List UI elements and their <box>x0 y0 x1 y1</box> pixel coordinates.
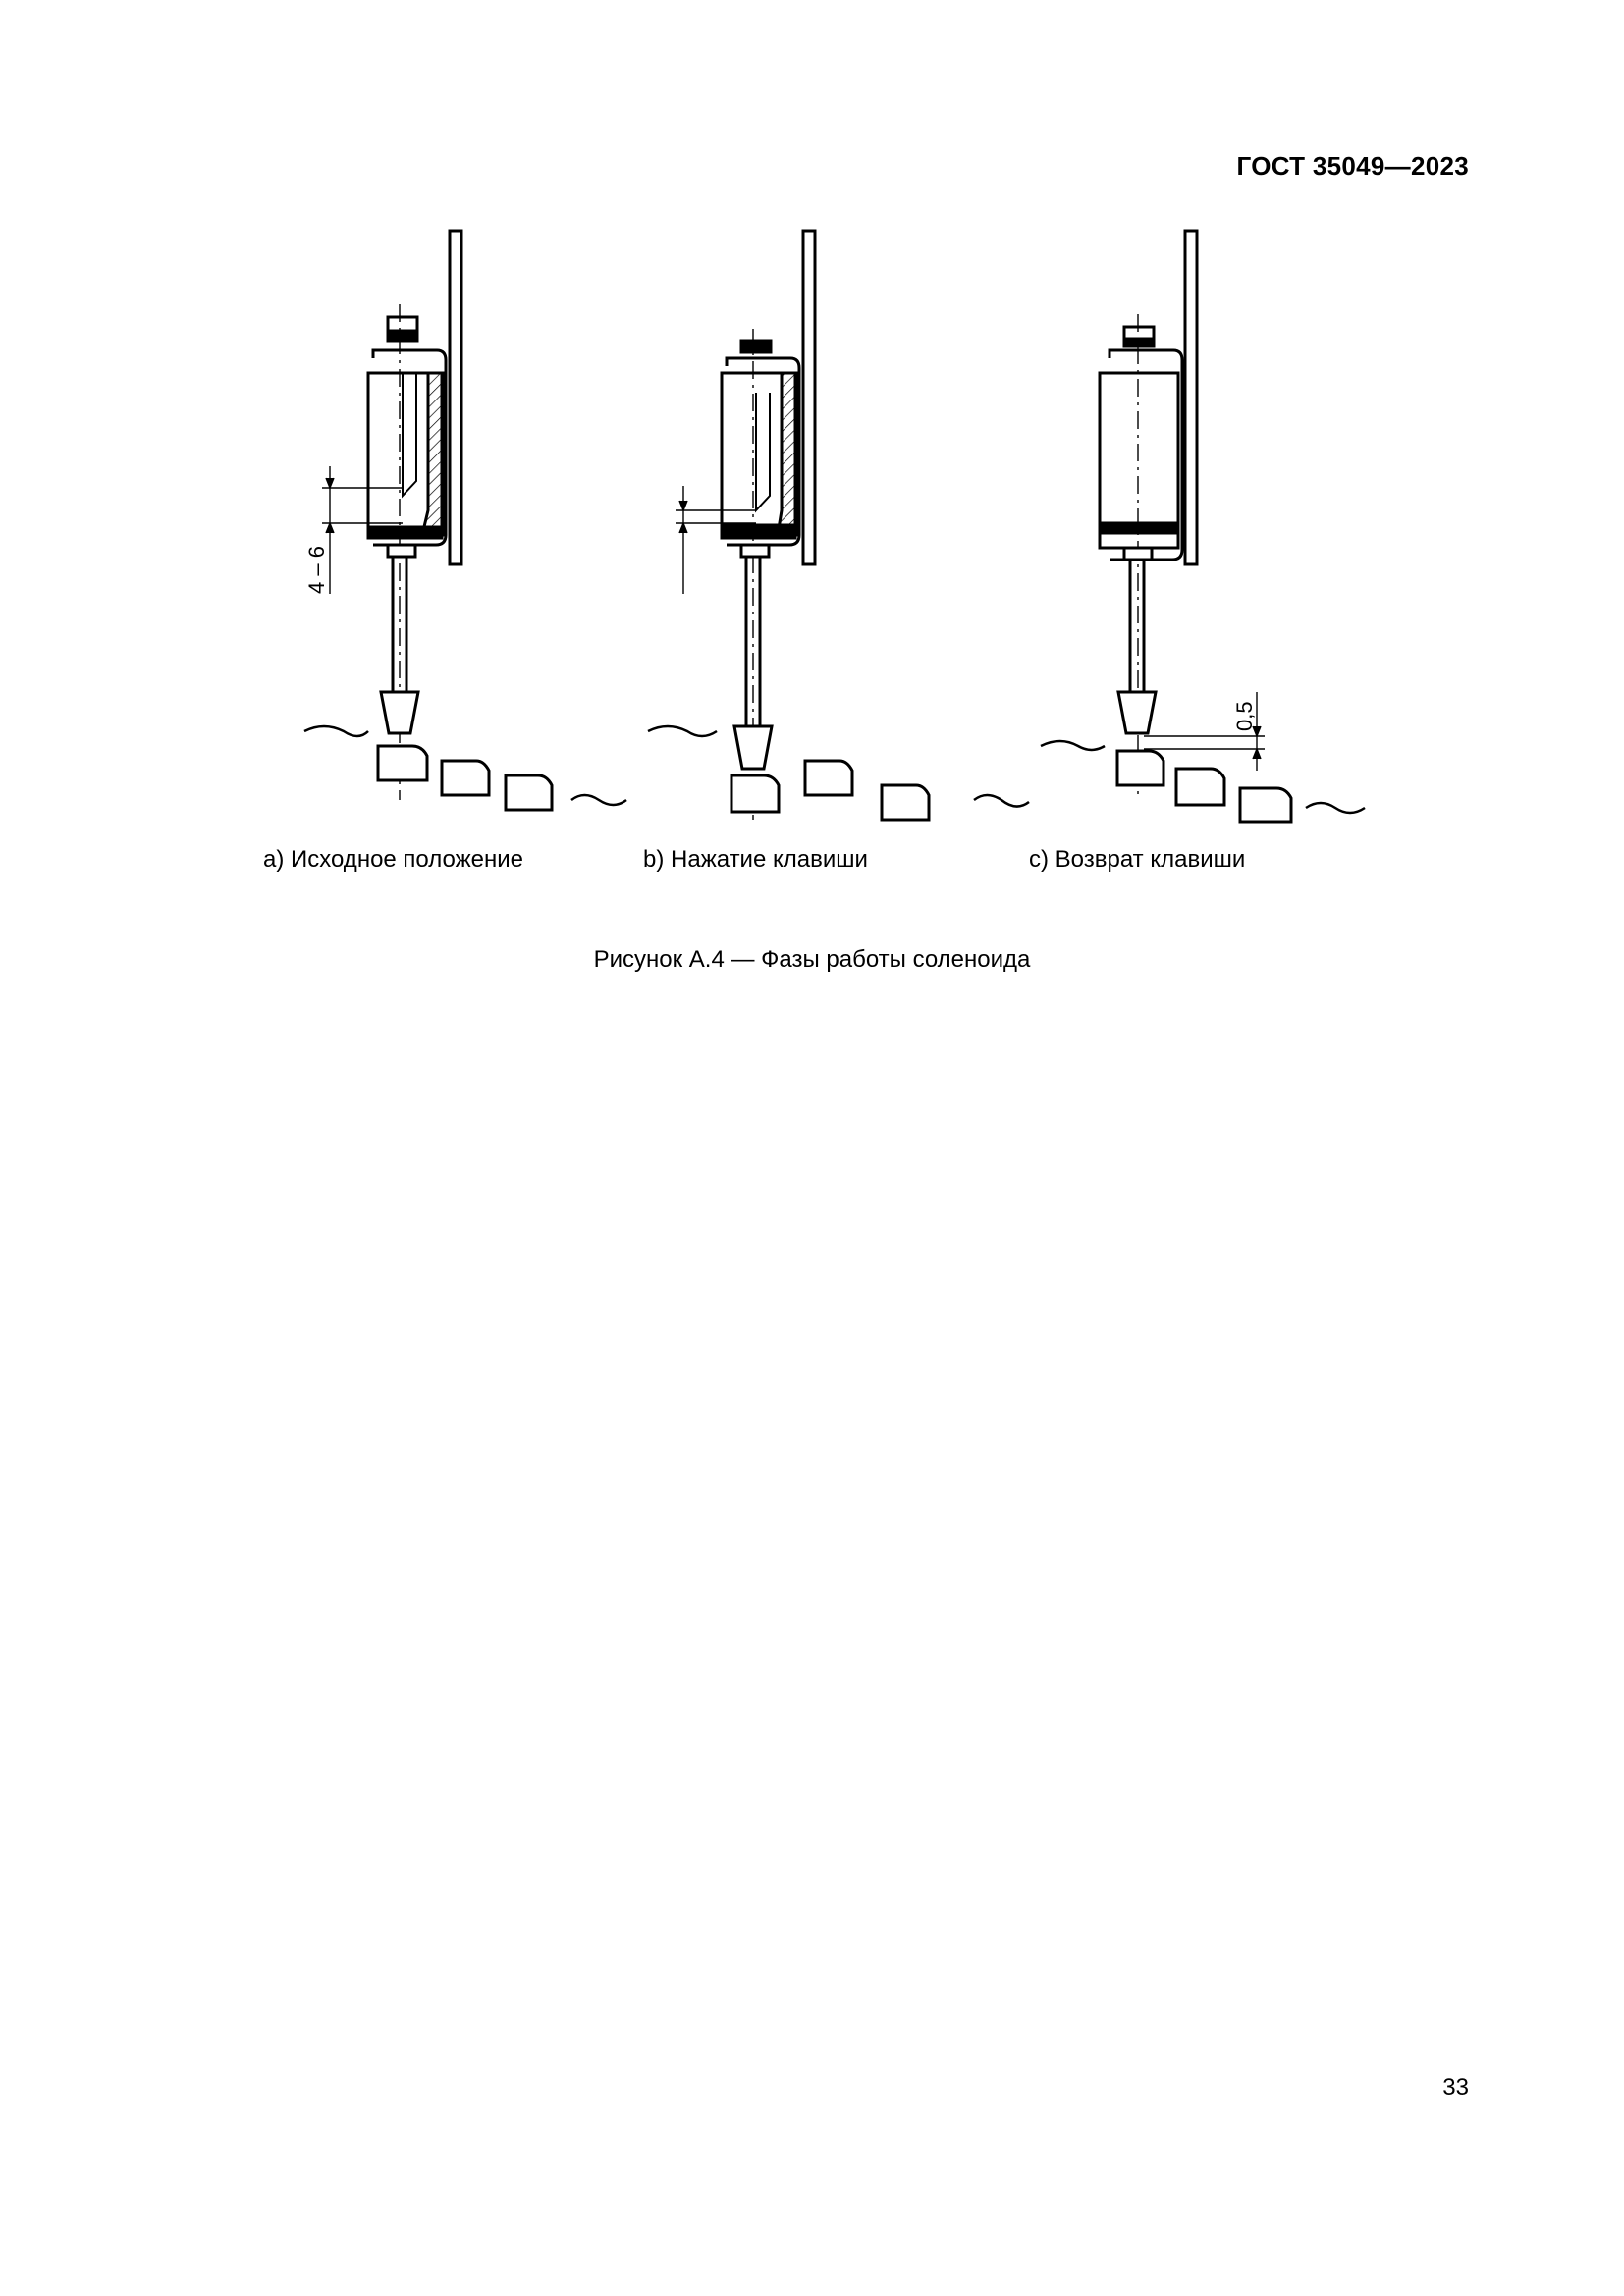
plunger-tip <box>381 692 418 733</box>
key-1 <box>378 746 427 780</box>
solenoid-figure <box>236 211 1394 898</box>
mounting-plate <box>450 231 461 564</box>
panel-c-caption: c) Возврат клавиши <box>1029 846 1246 873</box>
plunger-cap <box>388 317 417 331</box>
panel-c-dimension-label: 0,5 <box>1232 701 1257 731</box>
panel-b-caption: b) Нажатие клавиши <box>643 846 868 873</box>
panel-a-drawing <box>304 231 626 810</box>
panel-a-caption: a) Исходное положение <box>263 846 524 873</box>
figure-caption: Рисунок А.4 — Фазы работы соленоида <box>593 946 1031 973</box>
page-number: 33 <box>1442 2074 1469 2101</box>
panel-b-drawing <box>648 231 1029 820</box>
key-2 <box>442 761 489 795</box>
solenoid-drawing <box>236 211 1394 898</box>
doc-number: ГОСТ 35049—2023 <box>1236 151 1469 181</box>
panel-a-dimension-label: 4 – 6 <box>304 546 329 594</box>
key-3 <box>506 775 552 810</box>
panel-c-drawing <box>1041 231 1365 822</box>
